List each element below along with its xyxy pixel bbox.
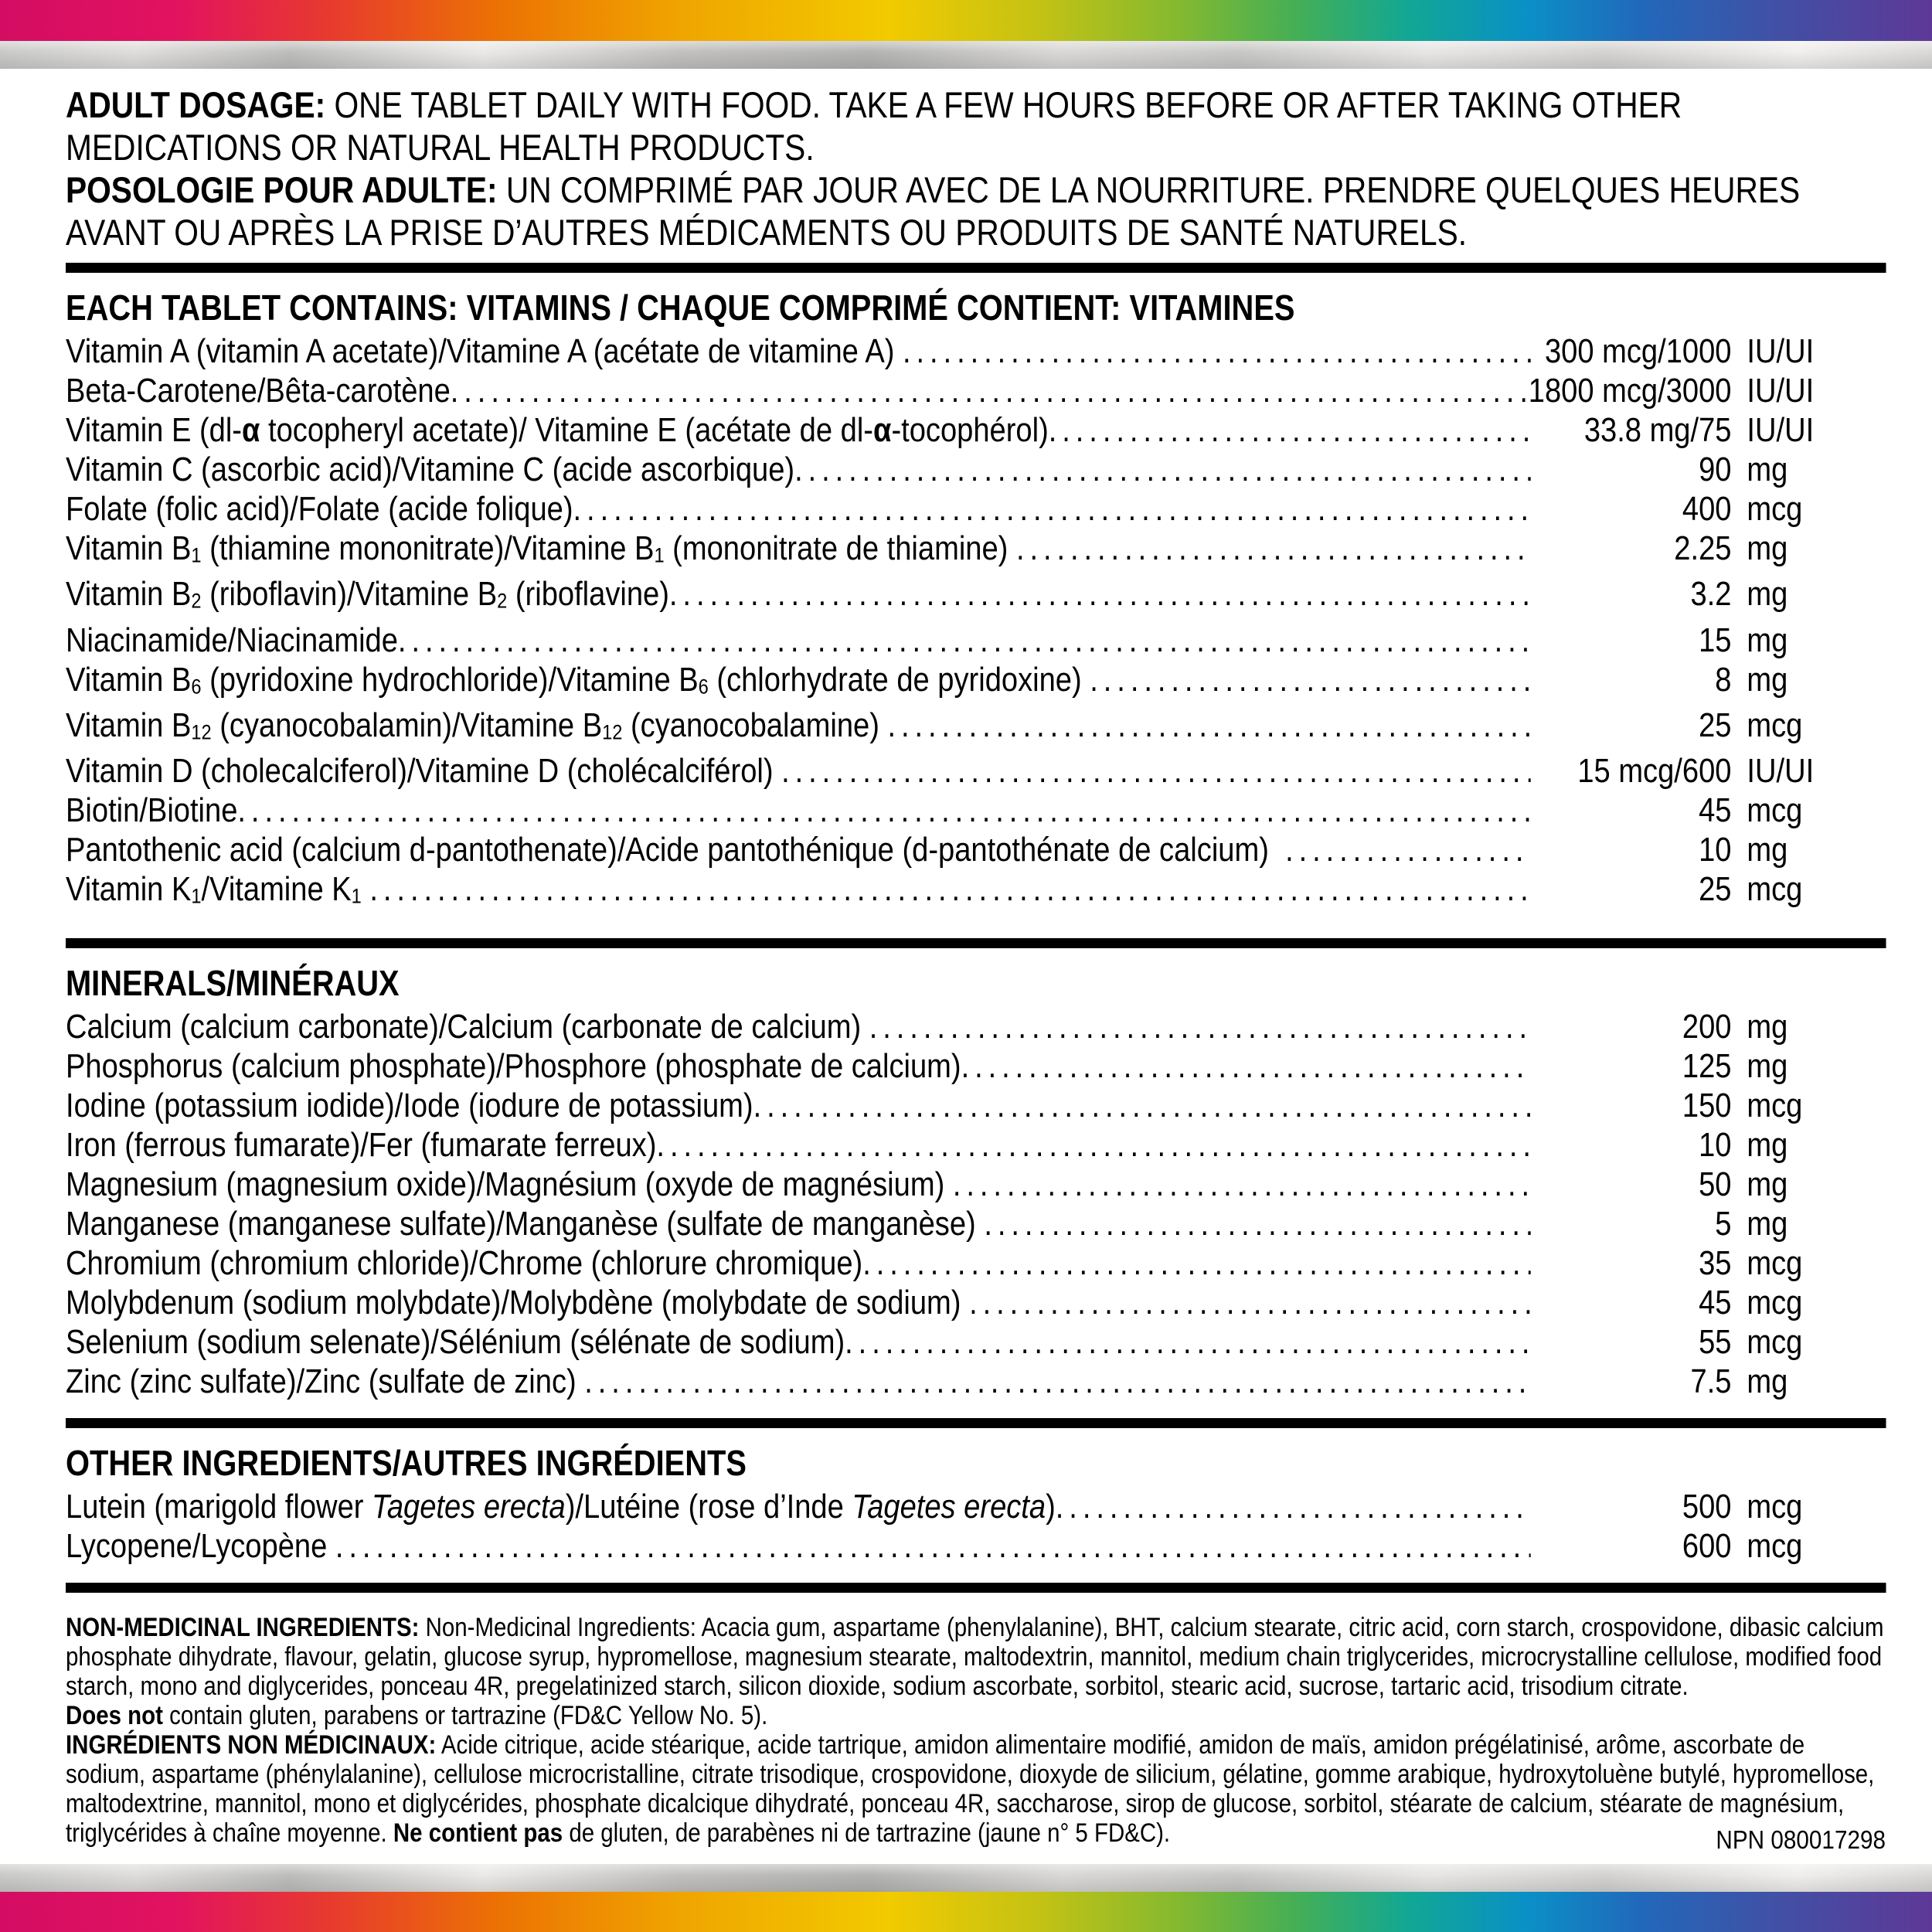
- non-medicinal-text-fr: Acide citrique, acide stéarique, acide tartrique, amidon alimentaire modifié, amidon de maïs, amidon prégélatinisé, arôme, ascorbate de sodium, aspartame (phénylalanine), cellulose microcristalline, citrate trisodique, crospovidone, dioxyde de silicium, gélatine, gomme arabique, hydroxytoluène butylé, hypromellose, maltodextrine, mannitol, mono et diglycérides, phosphate dicalcique dihydraté, ponceau 4R, saccharose, sirop de glucose, sorbitol, stéarate de calcium, stéarate de magnésium, triglycérides à chaîne moyenne.: [66, 1730, 1875, 1849]
- section-header-minerals: MINERALS/MINÉRAUX: [66, 963, 400, 1004]
- ingredient-amount: 90: [1699, 451, 1732, 488]
- dot-leader: [794, 450, 1531, 489]
- ingredient-name: Vitamin C (ascorbic acid)/Vitamine C (acide ascorbique): [66, 451, 795, 488]
- ingredient-row: [66, 660, 1886, 706]
- ingredient-row: [66, 830, 1886, 869]
- rainbow-bar-top: [0, 0, 1932, 41]
- ingredient-row: [66, 1204, 1886, 1243]
- ingredient-row: [66, 1165, 1886, 1204]
- dot-leader: [451, 371, 1529, 410]
- ingredient-amount: 500: [1682, 1488, 1732, 1526]
- ne-contient-pas-text: de gluten, de parabènes ni de tartrazine (jaune n° 5 FD&C).: [563, 1818, 1171, 1849]
- dot-leader: [753, 1086, 1531, 1125]
- non-medicinal-text-en: Non-Medicinal Ingredients: Acacia gum, aspartame (phenylalanine), BHT, calcium stearate, citric acid, corn starch, crospovidone, dibasic calcium phosphate dihydrate, flavour, gelatin, glucose syrup, hypromellose, magnesium stearate, maltodextrin, mannitol, medium chain triglycerides, microcrystalline cellulose, modified food starch, mono and diglycerides, ponceau 4R, pregelatinized starch, silicon dioxide, sodium ascorbate, sorbitol, stearic acid, sucrose, tartaric acid, trisodium citrate.: [66, 1613, 1884, 1702]
- section-divider: [66, 1583, 1886, 1593]
- ingredient-row: [66, 1487, 1886, 1526]
- ingredient-unit: mg: [1747, 660, 1788, 699]
- ingredient-amount: 1800 mcg/3000: [1528, 372, 1732, 410]
- silver-bar-bottom: [0, 1864, 1932, 1892]
- ingredient-row: [66, 529, 1886, 574]
- ingredient-row: [66, 1243, 1886, 1283]
- ingredient-amount: 600: [1682, 1527, 1732, 1566]
- ingredient-unit: IU/UI: [1747, 372, 1815, 410]
- ingredient-row: [66, 1046, 1886, 1086]
- ingredient-unit: mcg: [1747, 1323, 1803, 1362]
- ingredient-amount: 150: [1682, 1087, 1732, 1125]
- dot-leader: [961, 1046, 1531, 1086]
- ingredient-amount: 45: [1699, 1284, 1732, 1322]
- ingredient-unit: mg: [1747, 529, 1788, 567]
- ingredient-row: [66, 574, 1886, 620]
- dot-leader: [1016, 529, 1531, 568]
- ingredient-amount: 3.2: [1690, 575, 1732, 614]
- ingredient-name: Vitamin B2 (riboflavin)/Vitamine B2 (riboflavine): [66, 575, 669, 614]
- ingredient-amount: 8: [1715, 660, 1732, 699]
- ingredient-amount: 125: [1682, 1047, 1732, 1086]
- ingredient-unit: mg: [1747, 1205, 1788, 1243]
- other-ingredients-table: [66, 1487, 1886, 1566]
- does-not-text: contain gluten, parabens or tartrazine (FD&C Yellow No. 5).: [162, 1701, 768, 1731]
- ingredient-unit: mcg: [1747, 1284, 1803, 1322]
- ingredient-name: Vitamin D (cholecalciferol)/Vitamine D (cholécalciférol): [66, 752, 782, 791]
- ingredient-unit: mcg: [1747, 1244, 1803, 1283]
- ingredient-row: [66, 1086, 1886, 1125]
- npn-number: NPN 080017298: [1716, 1825, 1886, 1854]
- ingredient-amount: 400: [1682, 490, 1732, 528]
- ingredient-unit: mcg: [1747, 706, 1803, 744]
- dot-leader: [584, 1362, 1530, 1401]
- ingredient-amount: 35: [1699, 1244, 1732, 1283]
- ingredient-unit: mcg: [1747, 1087, 1803, 1125]
- ingredient-amount: 300 mcg/1000: [1544, 332, 1732, 370]
- ingredient-name: Iron (ferrous fumarate)/Fer (fumarate ferreux): [66, 1126, 657, 1165]
- dot-leader: [984, 1204, 1530, 1243]
- section-divider: [66, 1418, 1886, 1428]
- ingredient-row: [66, 791, 1886, 830]
- ingredient-unit: mcg: [1747, 1527, 1803, 1566]
- dot-leader: [869, 1007, 1531, 1046]
- dot-leader: [969, 1283, 1531, 1322]
- dot-leader: [669, 574, 1531, 614]
- rainbow-bar-bottom: [0, 1892, 1932, 1932]
- ingredient-name: Vitamin B1 (thiamine mononitrate)/Vitamine B1 (mononitrate de thiamine): [66, 529, 1016, 567]
- ingredient-unit: mg: [1747, 1362, 1788, 1401]
- dot-leader: [862, 1243, 1530, 1283]
- section-header-other-ingredients: OTHER INGREDIENTS/AUTRES INGRÉDIENTS: [66, 1443, 747, 1484]
- ingredient-row: [66, 706, 1886, 751]
- ingredient-amount: 55: [1699, 1323, 1732, 1362]
- ingredient-name: Folate (folic acid)/Folate (acide folique): [66, 490, 573, 528]
- does-not-bold: Does not: [66, 1701, 163, 1731]
- non-medicinal-en: [66, 1613, 1886, 1701]
- dot-leader: [1285, 830, 1531, 869]
- dot-leader: [656, 1125, 1530, 1165]
- dot-leader: [1090, 660, 1530, 699]
- ingredient-row: [66, 489, 1886, 529]
- ne-contient-pas-bold: Ne contient pas: [393, 1818, 563, 1849]
- ingredient-amount: 25: [1699, 706, 1732, 744]
- dot-leader: [845, 1322, 1531, 1362]
- ingredient-unit: mg: [1747, 831, 1788, 869]
- section-divider: [66, 263, 1886, 273]
- ingredient-name: Vitamin K1/Vitamine K1: [66, 870, 362, 909]
- ingredient-amount: 33.8 mg/75: [1583, 411, 1732, 449]
- ingredient-name: Molybdenum (sodium molybdate)/Molybdène (molybdate de sodium): [66, 1284, 970, 1322]
- ingredient-unit: mg: [1747, 1008, 1788, 1046]
- ingredient-row: [66, 1007, 1886, 1046]
- adult-dosage-text-en: ONE TABLET DAILY WITH FOOD. TAKE A FEW HOURS BEFORE OR AFTER TAKING OTHER MEDICATIONS OR NATURAL HEALTH PRODUCTS.: [66, 84, 1682, 168]
- silver-bar-top: [0, 41, 1932, 69]
- ingredient-amount: 15 mcg/600: [1577, 752, 1732, 791]
- adult-dosage-text-fr: UN COMPRIMÉ PAR JOUR AVEC DE LA NOURRITURE. PRENDRE QUELQUES HEURES AVANT OU APRÈS LA PRISE D’AUTRES MÉDICAMENTS OU PRODUITS DE SANTÉ NATURELS.: [66, 169, 1801, 253]
- ingredient-row: [66, 1283, 1886, 1322]
- dot-leader: [237, 791, 1530, 830]
- ingredient-amount: 200: [1682, 1008, 1732, 1046]
- ingredient-row: [66, 869, 1886, 915]
- ingredient-row: [66, 371, 1886, 410]
- ingredient-name: Pantothenic acid (calcium d-pantothenate)/Acide pantothénique (d-pantothénate de calcium): [66, 831, 1286, 869]
- ingredient-row: [66, 450, 1886, 489]
- ingredient-unit: mg: [1747, 1165, 1788, 1204]
- adult-dosage-label-fr: POSOLOGIE POUR ADULTE:: [66, 169, 498, 210]
- ingredient-unit: mg: [1747, 621, 1788, 659]
- vitamins-table: [66, 332, 1886, 915]
- ingredient-unit: IU/UI: [1747, 411, 1815, 449]
- ingredient-row: [66, 1526, 1886, 1566]
- dot-leader: [398, 621, 1531, 660]
- non-medicinal-fr: [66, 1730, 1886, 1848]
- non-medicinal-label-fr: INGRÉDIENTS NON MÉDICINAUX:: [66, 1730, 437, 1760]
- ingredient-row: [66, 751, 1886, 791]
- ingredient-amount: 5: [1715, 1205, 1732, 1243]
- ingredient-row: [66, 410, 1886, 450]
- ingredient-unit: IU/UI: [1747, 332, 1815, 370]
- ingredient-name: Phosphorus (calcium phosphate)/Phosphore (phosphate de calcium): [66, 1047, 961, 1086]
- ingredient-name: Niacinamide/Niacinamide: [66, 621, 398, 659]
- dot-leader: [1056, 1487, 1531, 1526]
- ingredient-unit: mg: [1747, 1126, 1788, 1165]
- ingredient-name: Vitamin B12 (cyanocobalamin)/Vitamine B12 (cyanocobalamine): [66, 706, 888, 744]
- ingredient-row: [66, 1125, 1886, 1165]
- dot-leader: [903, 332, 1531, 371]
- non-medicinal-label-en: NON-MEDICINAL INGREDIENTS:: [66, 1613, 420, 1643]
- dot-leader: [369, 869, 1530, 909]
- ingredient-name: Chromium (chromium chloride)/Chrome (chlorure chromique): [66, 1244, 863, 1283]
- dot-leader: [953, 1165, 1531, 1204]
- does-not-contain-statement: [66, 1701, 1886, 1730]
- ingredient-unit: mcg: [1747, 791, 1803, 830]
- ingredient-row: [66, 332, 1886, 371]
- ingredient-amount: 15: [1699, 621, 1732, 659]
- minerals-table: [66, 1007, 1886, 1401]
- ingredient-name: Lycopene/Lycopène: [66, 1527, 335, 1566]
- ingredient-name: Zinc (zinc sulfate)/Zinc (sulfate de zinc): [66, 1362, 585, 1401]
- ingredient-row: [66, 1322, 1886, 1362]
- section-divider: [66, 938, 1886, 948]
- ingredient-row: [66, 621, 1886, 660]
- ingredient-name: Manganese (manganese sulfate)/Manganèse (sulfate de manganèse): [66, 1205, 985, 1243]
- ingredient-unit: mg: [1747, 575, 1788, 614]
- ingredient-name: Biotin/Biotine: [66, 791, 238, 830]
- ingredient-unit: mcg: [1747, 490, 1803, 528]
- dot-leader: [781, 751, 1531, 791]
- ingredient-amount: 7.5: [1690, 1362, 1732, 1401]
- ingredient-amount: 10: [1699, 831, 1732, 869]
- dot-leader: [1049, 410, 1531, 450]
- section-header-vitamins: EACH TABLET CONTAINS: VITAMINS / CHAQUE COMPRIMÉ CONTIENT: VITAMINES: [66, 287, 1295, 328]
- ingredient-unit: mg: [1747, 1047, 1788, 1086]
- ingredient-unit: mcg: [1747, 1488, 1803, 1526]
- ingredient-amount: 2.25: [1674, 529, 1732, 567]
- adult-dosage-en: [66, 83, 1886, 168]
- ingredient-amount: 45: [1699, 791, 1732, 830]
- ingredient-name: Magnesium (magnesium oxide)/Magnésium (oxyde de magnésium): [66, 1165, 953, 1204]
- ingredient-amount: 10: [1699, 1126, 1732, 1165]
- adult-dosage-fr: [66, 168, 1886, 253]
- dot-leader: [887, 706, 1530, 745]
- dot-leader: [335, 1526, 1531, 1566]
- ingredient-name: Vitamin A (vitamin A acetate)/Vitamine A (acétate de vitamine A): [66, 332, 903, 370]
- ingredient-unit: mcg: [1747, 870, 1803, 909]
- dot-leader: [573, 489, 1531, 529]
- ingredient-name: Iodine (potassium iodide)/Iode (iodure de potassium): [66, 1087, 753, 1125]
- ingredient-unit: mg: [1747, 451, 1788, 488]
- ingredient-unit: IU/UI: [1747, 752, 1815, 791]
- ingredient-name: Beta-Carotene/Bêta-carotène: [66, 372, 451, 410]
- ingredient-name: Vitamin B6 (pyridoxine hydrochloride)/Vitamine B6 (chlorhydrate de pyridoxine): [66, 660, 1090, 699]
- ingredient-name: Lutein (marigold flower Tagetes erecta)/Lutéine (rose d’Inde Tagetes erecta): [66, 1488, 1056, 1526]
- adult-dosage-label-en: ADULT DOSAGE:: [66, 84, 326, 125]
- ingredient-row: [66, 1362, 1886, 1401]
- ingredient-amount: 25: [1699, 870, 1732, 909]
- ingredient-name: Selenium (sodium selenate)/Sélénium (sélénate de sodium): [66, 1323, 845, 1362]
- ingredient-name: Vitamin E (dl-α tocopheryl acetate)/ Vitamine E (acétate de dl-α-tocophérol): [66, 411, 1049, 449]
- label-content: [66, 83, 1886, 1848]
- ingredient-name: Calcium (calcium carbonate)/Calcium (carbonate de calcium): [66, 1008, 869, 1046]
- ingredient-amount: 50: [1699, 1165, 1732, 1204]
